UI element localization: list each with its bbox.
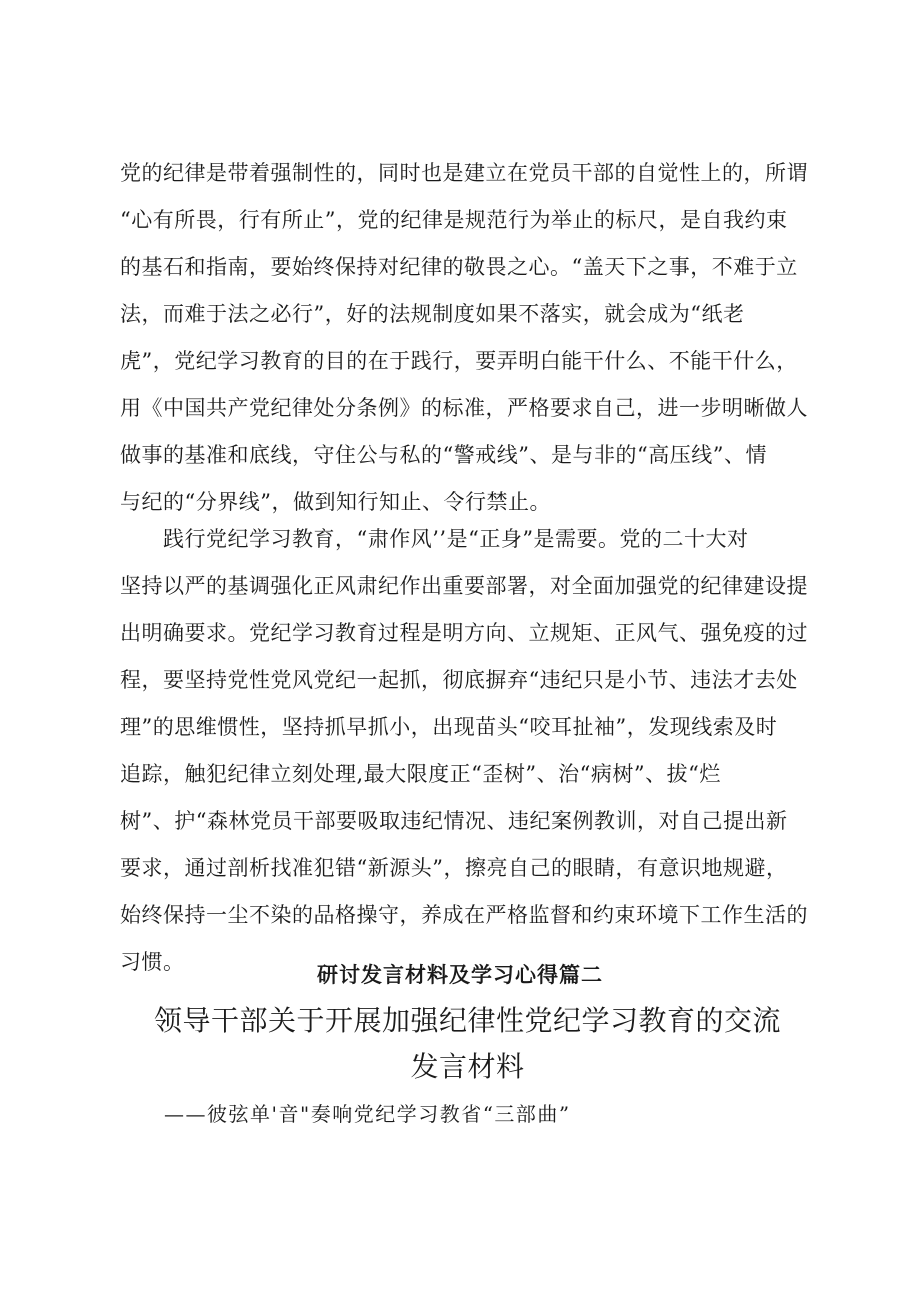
- paragraph-line: 的基石和指南，要始终保持对纪律的敬畏之心。“盖天下之事，不难于立: [120, 255, 798, 279]
- paragraph-line: 做事的基准和底线，守住公与私的“警戒线”、是与非的“高压线”、情: [120, 443, 767, 467]
- paragraph-line: 追踪，触犯纪律立刻处理,最大限度正“歪树”、治“病树”、拔“烂: [120, 762, 721, 786]
- paragraph-line: 党的纪律是带着强制性的，同时也是建立在党员干部的自觉性上的，所谓: [120, 161, 808, 185]
- paragraph-line: 树”、护“森林党员干部要吸取违纪情况、违纪案例教训，对自己提出新: [120, 809, 788, 833]
- paragraph-line: 法，而难于法之必行”，好的法规制度如果不落实，就会成为“纸老: [120, 302, 745, 326]
- paragraph-line: 程，要坚持党性党风党纪一起抓，彻底摒弃“违纪只是小节、违法才去处: [120, 668, 798, 692]
- paragraph-line: 要求，通过剖析找准犯错“新源头”，擦亮自己的眼睛，有意识地规避，: [120, 856, 788, 880]
- paragraph-line: 始终保持一尘不染的品格操守，养成在严格监督和约束环境下工作生活的: [120, 903, 808, 927]
- paragraph-line: 虎”，党纪学习教育的目的在于践行，要弄明白能干什么、不能干什么，: [120, 349, 798, 373]
- section-heading: 研讨发言材料及学习心得篇二: [317, 963, 603, 987]
- paragraph-line: 坚持以严的基调强化正风肃纪作出重要部署，对全面加强党的纪律建设提: [120, 574, 808, 598]
- paragraph-line: 理”的思维惯性，坚持抓早抓小，出现苗头“咬耳扯袖”，发现线索及时: [120, 715, 778, 739]
- paragraph-line: “心有所畏，行有所止”，党的纪律是规范行为举止的标尺，是自我约束: [120, 208, 788, 232]
- paragraph-2: [120, 516, 810, 986]
- paragraph-line: 出明确要求。党纪学习教育过程是明方向、立规矩、正风气、强免疫的过: [120, 621, 808, 645]
- document-title-line-2: 发言材料: [410, 1050, 525, 1083]
- paragraph-line: 践行党纪学习教育，“肃作风’’是“正身”是需要。党的二十大对: [120, 527, 749, 551]
- paragraph-1: [120, 150, 810, 526]
- document-subtitle: ——彼弦单'音"奏响党纪学习教省“三部曲”: [164, 1102, 571, 1126]
- paragraph-line: 习惯。: [120, 950, 185, 974]
- document-title-line-1: 领导干部关于开展加强纪律性党纪学习教育的交流: [153, 1004, 781, 1037]
- paragraph-line: 用《中国共产党纪律处分条例》的标准，严格要求自己，进一步明晰做人: [120, 396, 808, 420]
- paragraph-line: 与纪的“分界线”，做到知行知止、令行禁止。: [120, 490, 551, 514]
